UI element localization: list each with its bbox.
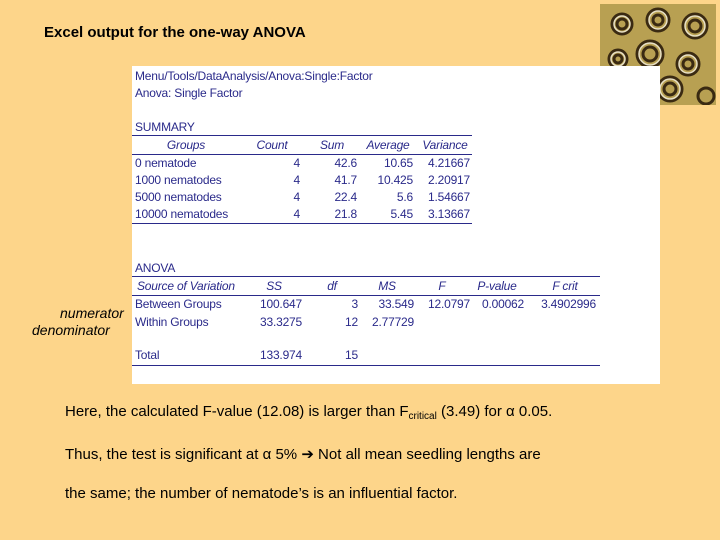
summary-variance: 1.54667 [428, 190, 470, 204]
line2-text: Thus, the test is significant at [65, 446, 259, 463]
summary-count: 4 [293, 173, 300, 187]
denominator-label: denominator [32, 322, 110, 338]
summary-group: 10000 nematodes [135, 207, 229, 221]
anova-ss: 100.647 [260, 297, 302, 311]
anova-ss: 133.974 [260, 348, 302, 362]
summary-group: 1000 nematodes [135, 173, 222, 187]
summary-average: 10.65 [383, 156, 413, 170]
anova-top-rule [132, 276, 600, 277]
conclusion-line-3: the same; the number of nematode’s is an influential factor. [65, 485, 458, 502]
summary-sum: 22.4 [334, 190, 357, 204]
summary-count: 4 [293, 207, 300, 221]
analysis-name: Anova: Single Factor [135, 86, 243, 100]
summary-top-rule [132, 135, 472, 136]
line2-text-b: 5% [271, 446, 298, 463]
anova-pvalue: 0.00062 [482, 297, 524, 311]
alpha-symbol: α [506, 403, 515, 420]
summary-average: 5.45 [390, 207, 413, 221]
summary-sum: 41.7 [334, 173, 357, 187]
anova-df: 3 [351, 297, 358, 311]
right-arrow-icon: ➔ [301, 446, 314, 463]
anova-source: Within Groups [135, 315, 209, 329]
anova-header-ss: SS [266, 279, 282, 293]
line1-text: Here, the calculated F-value (12.08) is larger than F [65, 403, 409, 420]
summary-group: 0 nematode [135, 156, 197, 170]
summary-variance: 2.20917 [428, 173, 470, 187]
summary-label: SUMMARY [135, 120, 195, 134]
anova-bottom-rule [132, 365, 600, 366]
anova-source: Between Groups [135, 297, 222, 311]
summary-header-groups: Groups [166, 138, 206, 152]
summary-variance: 3.13667 [428, 207, 470, 221]
summary-count: 4 [293, 190, 300, 204]
summary-average: 10.425 [377, 173, 413, 187]
anova-header-ms: MS [378, 279, 396, 293]
anova-source: Total [135, 348, 160, 362]
anova-ms: 2.77729 [372, 315, 414, 329]
numerator-label: numerator [60, 305, 124, 321]
anova-header-fcrit: F crit [552, 279, 578, 293]
menu-path: Menu/Tools/DataAnalysis/Anova:Single:Factor [135, 69, 373, 83]
anova-header-df: df [327, 279, 337, 293]
line2-text-c: Not all mean seedling lengths are [313, 446, 541, 463]
summary-count: 4 [293, 156, 300, 170]
line1-text-c: 0.05. [514, 403, 553, 420]
summary-header-sum: Sum [319, 138, 345, 152]
anova-header-f: F [438, 279, 446, 293]
anova-df: 15 [345, 348, 358, 362]
summary-sum: 42.6 [334, 156, 357, 170]
summary-header-variance: Variance [422, 138, 468, 152]
anova-ms: 33.549 [378, 297, 414, 311]
anova-label: ANOVA [135, 261, 176, 275]
conclusion-line-1 [65, 403, 552, 422]
anova-header-rule [132, 295, 600, 296]
anova-fcrit: 3.4902996 [541, 297, 596, 311]
summary-group: 5000 nematodes [135, 190, 222, 204]
summary-header-count: Count [256, 138, 288, 152]
summary-average: 5.6 [396, 190, 413, 204]
alpha-symbol: α [262, 446, 272, 463]
anova-header-pvalue: P-value [477, 279, 517, 293]
summary-bottom-rule [132, 223, 472, 224]
anova-ss: 33.3275 [260, 315, 302, 329]
anova-df: 12 [345, 315, 358, 329]
f-critical-subscript: critical [408, 411, 437, 422]
summary-sum: 21.8 [334, 207, 357, 221]
summary-variance: 4.21667 [428, 156, 470, 170]
summary-header-average: Average [366, 138, 410, 152]
conclusion-line-2 [65, 445, 541, 463]
excel-output-panel [132, 66, 660, 384]
summary-header-rule [132, 154, 472, 155]
anova-f: 12.0797 [428, 297, 470, 311]
slide-title: Excel output for the one-way ANOVA [44, 24, 306, 41]
anova-header-source: Source of Variation [137, 279, 235, 293]
line1-text-b: (3.49) for [436, 403, 502, 420]
